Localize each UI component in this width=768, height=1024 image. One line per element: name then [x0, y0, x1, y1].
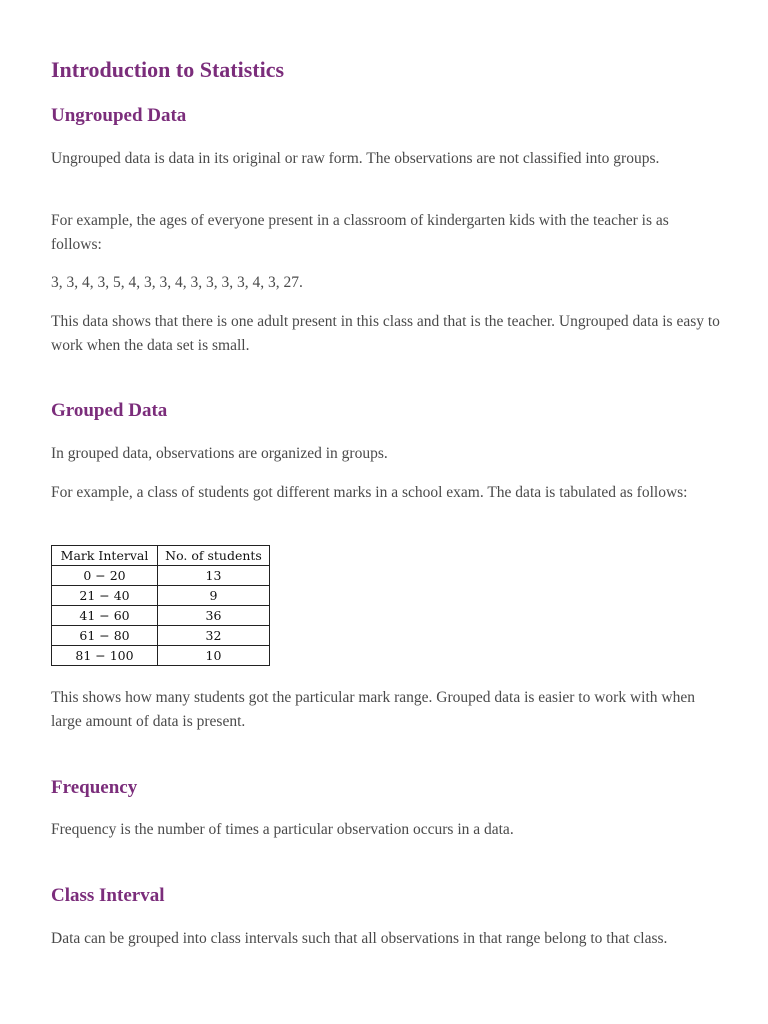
table-cell-count: 13: [158, 566, 270, 586]
table-cell-count: 36: [158, 606, 270, 626]
table-cell-interval: 81 − 100: [52, 646, 158, 666]
paragraph-ungrouped-conclusion: This data shows that there is one adult present in this class and that is the teacher. Ungrouped data is easy to work when the data set is small.: [51, 313, 720, 354]
table-row: [52, 586, 270, 606]
table-header-no-of-students: No. of students: [158, 546, 270, 566]
paragraph-grouped-conclusion: This shows how many students got the particular mark range. Grouped data is easier to work with when large amount of data is present.: [51, 689, 695, 730]
table-cell-interval: 41 − 60: [52, 606, 158, 626]
table-row: [52, 626, 270, 646]
table-cell-interval: 61 − 80: [52, 626, 158, 646]
table-cell-interval: 0 − 20: [52, 566, 158, 586]
table-cell-count: 9: [158, 586, 270, 606]
table-row: [52, 606, 270, 626]
paragraph-ungrouped-ages-list: 3, 3, 4, 3, 5, 4, 3, 3, 4, 3, 3, 3, 3, 4, 3, 27.: [51, 274, 303, 291]
paragraph-ungrouped-example-intro: For example, the ages of everyone present in a classroom of kindergarten kids with the teacher is as follows:: [51, 212, 669, 253]
table-cell-count: 32: [158, 626, 270, 646]
section-heading-class-interval: Class Interval: [51, 885, 165, 906]
section-heading-frequency: Frequency: [51, 777, 138, 798]
table-row: [52, 566, 270, 586]
table-header-mark-interval: Mark Interval: [52, 546, 158, 566]
paragraph-grouped-example-intro: For example, a class of students got different marks in a school exam. The data is tabulated as follows:: [51, 484, 688, 501]
paragraph-frequency-definition: Frequency is the number of times a particular observation occurs in a data.: [51, 821, 514, 838]
page-title: Introduction to Statistics: [51, 57, 285, 82]
paragraph-class-interval-definition: Data can be grouped into class intervals such that all observations in that range belong to that class.: [51, 930, 668, 947]
mark-interval-table: [51, 545, 270, 666]
section-heading-ungrouped-data: Ungrouped Data: [51, 105, 187, 126]
table-header-row: [52, 546, 270, 566]
table-cell-count: 10: [158, 646, 270, 666]
table-row: [52, 646, 270, 666]
section-heading-grouped-data: Grouped Data: [51, 400, 168, 421]
paragraph-ungrouped-definition: Ungrouped data is data in its original or raw form. The observations are not classified into groups.: [51, 150, 660, 167]
paragraph-grouped-definition: In grouped data, observations are organized in groups.: [51, 445, 388, 462]
table-cell-interval: 21 − 40: [52, 586, 158, 606]
